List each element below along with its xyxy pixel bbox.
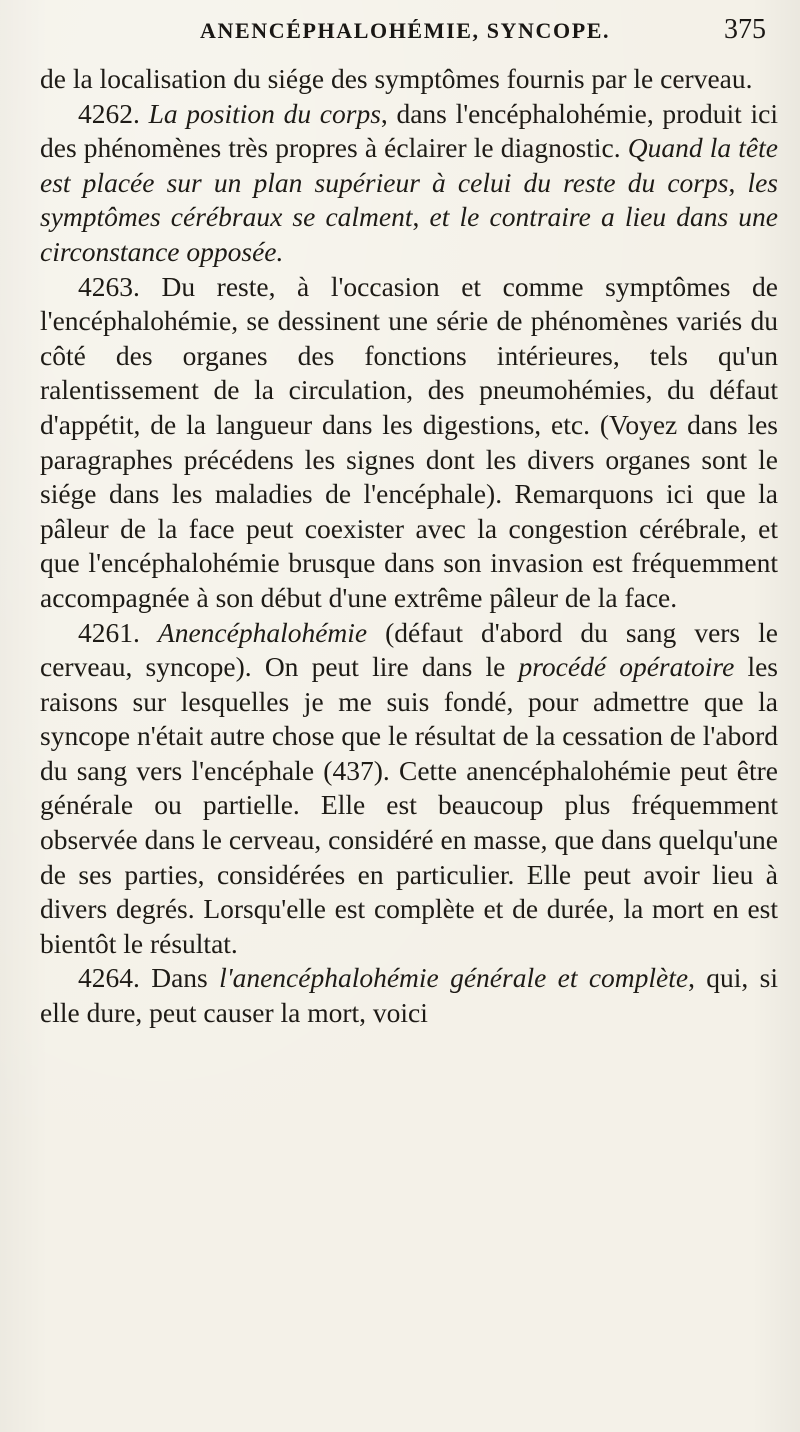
italic-text: et le contraire a lieu dans une circonstance opposée. [40, 201, 778, 267]
paragraph-text: , dans l'encéphalohémie, produit ici des phénomènes très propres à éclairer le diagnostic. [40, 97, 778, 164]
running-title: ANENCÉPHALOHÉMIE, SYNCOPE. [200, 18, 611, 43]
italic-heading: La position du corps [148, 97, 381, 129]
italic-text: procédé opératoire [518, 651, 735, 683]
paragraph-text: , qui, si elle dure, peut causer la mort, voici [40, 962, 778, 1029]
italic-text: les symptômes cérébraux se calment [40, 166, 779, 233]
italic-heading: Anencéphalohémie [157, 616, 368, 648]
italic-text: l'anencéphalohémie générale et complète [219, 962, 689, 994]
paragraph-number: 4263. [78, 270, 140, 302]
italic-text: Quand la tête est placée sur un plan supérieur à celui du reste du corps [40, 132, 778, 198]
paragraph-text: , [412, 201, 430, 233]
paragraph-text: Du reste, à l'occasion et comme symptômes de l'encéphalohémie, se dessinent une série de phénomènes variés du côté des organes des fonctions intérieures, tels qu'un ralentissement de la circulation, des pneumohémies, du défaut d'appétit, de la langueur dans les digestions, etc. (Voyez dans les paragraphes précédens les signes dont les divers organes sont le siége dans les maladies de l'encéphale). Remarquons ici que la pâleur de la face peut coexister avec la congestion cérébrale, et que l'encéphalohémie brusque dans son invasion est fréquemment accompagnée à son début d'une extrême pâleur de la face. [40, 270, 778, 613]
body-text [40, 62, 778, 1031]
paragraph-text: de la localisation du siége des symptômes fournis par le cerveau. [40, 63, 753, 94]
paragraph-4261 [40, 616, 778, 962]
paragraph-text: (défaut d'abord du sang vers le cerveau, syncope). On peut lire dans le [40, 616, 779, 683]
paragraph-number: 4261. [78, 616, 140, 648]
paragraph-number: 4264. [78, 962, 140, 994]
paragraph-continuation [40, 62, 778, 97]
paragraph-4264 [40, 961, 778, 1030]
running-head [0, 10, 800, 62]
page-number: 375 [724, 14, 766, 45]
paragraph-text: , [728, 166, 748, 198]
paragraph-text: Dans [139, 962, 220, 994]
paragraph-text: les raisons sur lesquelles je me suis fondé, pour admettre que la syncope n'était autre chose que le résultat de la cessation de l'abord du sang vers l'encéphale (437). Cette anencéphalohémie peut être générale ou partielle. Elle est beaucoup plus fréquemment observée dans le cerveau, considéré en masse, que dans quelqu'une de ses parties, considérées en particulier. Elle peut avoir lieu à divers degrés. Lorsqu'elle est complète et de durée, la mort en est bientôt le résultat. [40, 651, 779, 959]
paragraph-4262 [40, 97, 778, 270]
paragraph-4263 [40, 270, 778, 616]
paragraph-number: 4262. [78, 97, 140, 129]
